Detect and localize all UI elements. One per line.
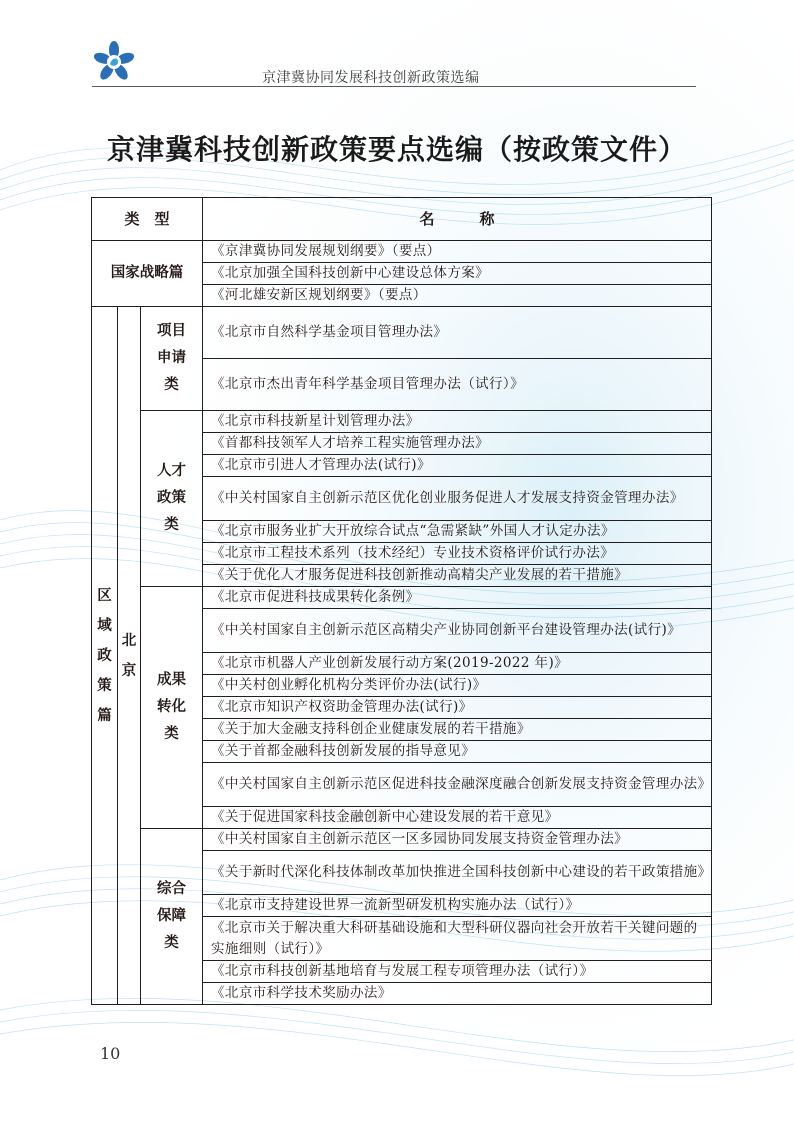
policy-name: 《河北雄安新区规划纲要》（要点） [203,285,712,307]
policy-name: 《北京市引进人才管理办法(试行)》 [203,455,712,477]
table-row [92,829,712,851]
policy-table [91,197,712,1005]
policy-name: 《北京市知识产权资助金管理办法(试行)》 [203,697,712,719]
policy-name: 《中关村国家自主创新示范区高精尖产业协同创新平台建设管理办法(试行)》 [203,609,712,653]
subcategory-talent-policy: 人才 政策 类 [141,411,203,587]
policy-name: 《北京市服务业扩大开放综合试点“急需紧缺”外国人才认定办法》 [203,521,712,543]
policy-name: 《关于新时代深化科技体制改革加快推进全国科技创新中心建设的若干政策措施》 [203,851,712,895]
policy-name: 《中关村国家自主创新示范区促进科技金融深度融合创新发展支持资金管理办法》 [203,763,712,807]
flower-logo-icon [92,40,136,84]
policy-name: 《关于加大金融支持科创企业健康发展的若干措施》 [203,719,712,741]
policy-name: 《北京市支持建设世界一流新型研发机构实施办法（试行）》 [203,895,712,917]
table-row [92,411,712,433]
running-header-title: 京津冀协同发展科技创新政策选编 [262,70,480,86]
policy-name: 《北京市科学技术奖励办法》 [203,983,712,1005]
page-title: 京津冀科技创新政策要点选编（按政策文件） [106,133,687,166]
table-row [92,587,712,609]
table-header-row [92,198,712,241]
subcategory-achievement-transfer: 成果 转化 类 [141,587,203,829]
policy-name: 《北京市关于解决重大科研基础设施和大型科研仪器向社会开放若干关键问题的实施细则（试行）》 [203,917,712,961]
policy-name: 《北京市工程技术系列（技术经纪）专业技术资格评价试行办法》 [203,543,712,565]
policy-name: 《北京市机器人产业创新发展行动方案(2019-2022 年)》 [203,653,712,675]
policy-name: 《中关村国家自主创新示范区优化创业服务促进人才发展支持资金管理办法》 [203,477,712,521]
subcategory-project-application: 项目 申请 类 [141,307,203,411]
policy-name: 《首都科技领军人才培养工程实施管理办法》 [203,433,712,455]
column-header-type: 类 型 [92,198,203,241]
policy-name: 《北京市科技新星计划管理办法》 [203,411,712,433]
policy-name: 《北京市促进科技成果转化条例》 [203,587,712,609]
policy-name: 《北京市自然科学基金项目管理办法》 [203,307,712,359]
policy-name: 《中关村创业孵化机构分类评价办法(试行)》 [203,675,712,697]
table-row [92,241,712,263]
subcategory-comprehensive-support: 综合 保障 类 [141,829,203,1005]
policy-name: 《关于优化人才服务促进科技创新推动高精尖产业发展的若干措施》 [203,565,712,587]
policy-name: 《北京市杰出青年科学基金项目管理办法（试行）》 [203,359,712,411]
page-number: 10 [100,1044,121,1063]
category-national-strategy: 国家战略篇 [92,241,203,307]
column-header-name: 名 称 [203,198,712,241]
policy-name: 《关于首都金融科技创新发展的指导意见》 [203,741,712,763]
policy-name: 《关于促进国家科技金融创新中心建设发展的若干意见》 [203,807,712,829]
header-divider [92,86,696,87]
policy-name: 《中关村国家自主创新示范区一区多园协同发展支持资金管理办法》 [203,829,712,851]
category-beijing: 北 京 [118,307,141,1005]
policy-name: 《京津冀协同发展规划纲要》（要点） [203,241,712,263]
policy-name: 《北京加强全国科技创新中心建设总体方案》 [203,263,712,285]
policy-name: 《北京市科技创新基地培育与发展工程专项管理办法（试行）》 [203,961,712,983]
category-regional-policy: 区 域 政 策 篇 [92,307,118,1005]
table-row [92,307,712,359]
